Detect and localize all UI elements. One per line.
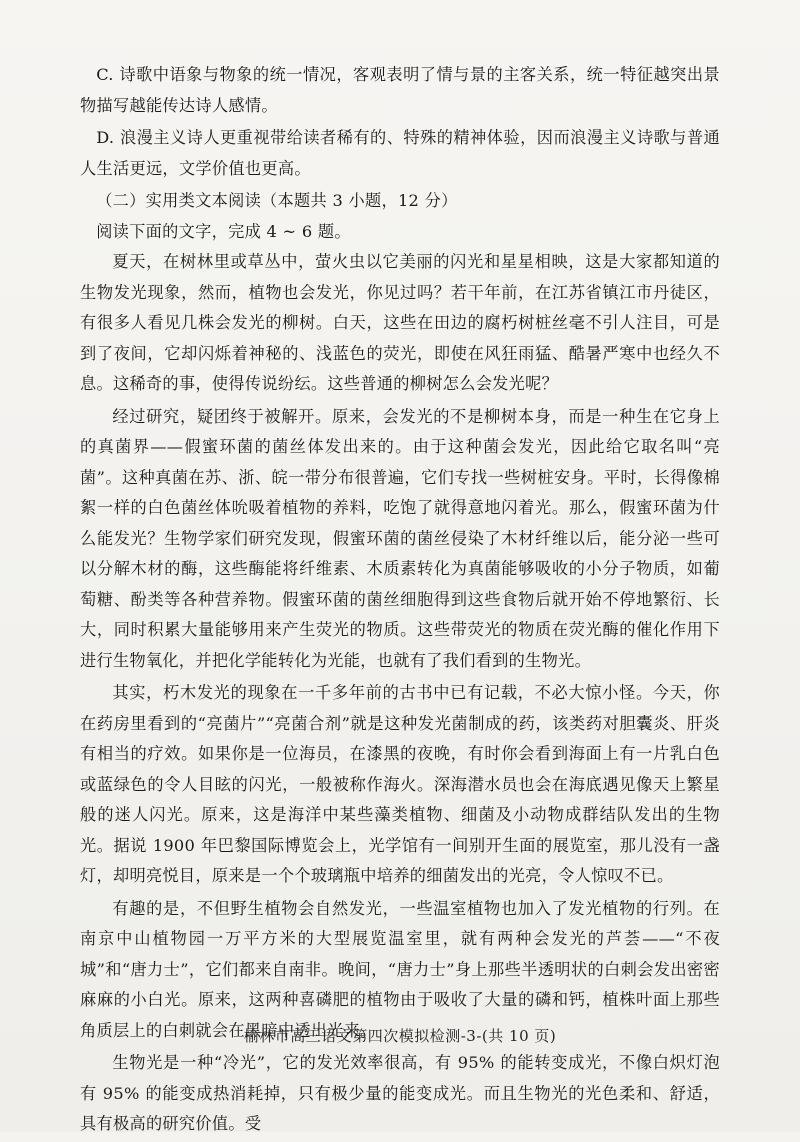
page-content: [80, 60, 720, 1142]
section-title: （二）实用类文本阅读（本题共 3 小题，12 分）: [96, 191, 458, 210]
article-paragraph-4: 有趣的是，不但野生植物会自然发光，一些温室植物也加入了发光植物的行列。在南京中山植物园一万平方米的大型展览温室里，就有两种会发光的芦荟——“不夜城”和“唐力士”，它们都来自南非。晚间，“唐力士”身上那些半透明状的白刺会发出密密麻麻的小白光。原来，这两种喜磷肥的植物由于吸收了大量的磷和钙，植株叶面上那些角质层上的白刺就会在黑暗中透出光来。: [80, 898, 720, 1040]
option-c: C. 诗歌中语象与物象的统一情况，客观表明了情与景的主客关系，统一特征越突出景物描写越能传达诗人感情。: [80, 65, 720, 115]
article-paragraph-3: 其实，朽木发光的现象在一千多年前的古书中已有记载，不必大惊小怪。今天，你在药房里看到的“亮菌片”“亮菌合剂”就是这种发光菌制成的药，该类药对胆囊炎、肝炎有相当的疗效。如果你是一位海员，在漆黑的夜晚，有时你会看到海面上有一片乳白色或蓝绿色的令人目眩的闪光，一般被称作海火。深海潜水员也会在海底遇见像天上繁星般的迷人闪光。原来，这是海洋中某些藻类植物、细菌及小动物成群结队发出的生物光。据说 1900 年巴黎国际博览会上，光学馆有一间别开生面的展览室，那儿没有一盏灯，却明亮悦目，原来是一个个玻璃瓶中培养的细菌发出的光亮，令人惊叹不已。: [80, 683, 720, 885]
article-paragraph-2: 经过研究，疑团终于被解开。原来，会发光的不是柳树本身，而是一种生在它身上的真菌界——假蜜环菌的菌丝体发出来的。由于这种菌会发光，因此给它取名叫“亮菌”。这种真菌在苏、浙、皖一带分布很普遍，它们专找一些树桩安身。平时，长得像棉絮一样的白色菌丝体吮吸着植物的养料，吃饱了就得意地闪着光。那么，假蜜环菌为什么能发光？生物学家们研究发现，假蜜环菌的菌丝侵染了木材纤维以后，能分泌一些可以分解木材的酶，这些酶能将纤维素、木质素转化为真菌能够吸收的小分子物质，如葡萄糖、酚类等各种营养物。假蜜环菌的菌丝细胞得到这些食物后就开始不停地繁衍、长大，同时积累大量能够用来产生荧光的物质。这些带荧光的物质在荧光酶的催化作用下进行生物氧化，并把化学能转化为光能，也就有了我们看到的生物光。: [80, 406, 720, 670]
section-instruction: 阅读下面的文字，完成 4 ~ 6 题。: [96, 221, 351, 241]
article-paragraph-5: 生物光是一种“冷光”，它的发光效率很高，有 95% 的能转变成光，不像白炽灯泡有 95% 的能变成热消耗掉，只有极少量的能变成光。而且生物光的光色柔和、舒适，具有极高的研究价值。受: [80, 1053, 720, 1133]
article-paragraph-1: 夏天，在树林里或草丛中，萤火虫以它美丽的闪光和星星相映，这是大家都知道的生物发光现象，然而，植物也会发光，你见过吗？若干年前，在江苏省镇江市丹徒区，有很多人看见几株会发光的柳树。白天，这些在田边的腐朽树桩丝毫不引人注目，可是到了夜间，它却闪烁着神秘的、浅蓝色的荧光，即使在风狂雨猛、酷暑严寒中也经久不息。这稀奇的事，使得传说纷纭。这些普通的柳树怎么会发光呢？: [80, 252, 720, 393]
page-footer: 榆林市高三语文第四次模拟检测-3-(共 10 页): [243, 1027, 557, 1045]
option-d: D. 浪漫主义诗人更重视带给读者稀有的、特殊的精神体验，因而浪漫主义诗歌与普通人生活更远，文学价值也更高。: [80, 128, 720, 178]
